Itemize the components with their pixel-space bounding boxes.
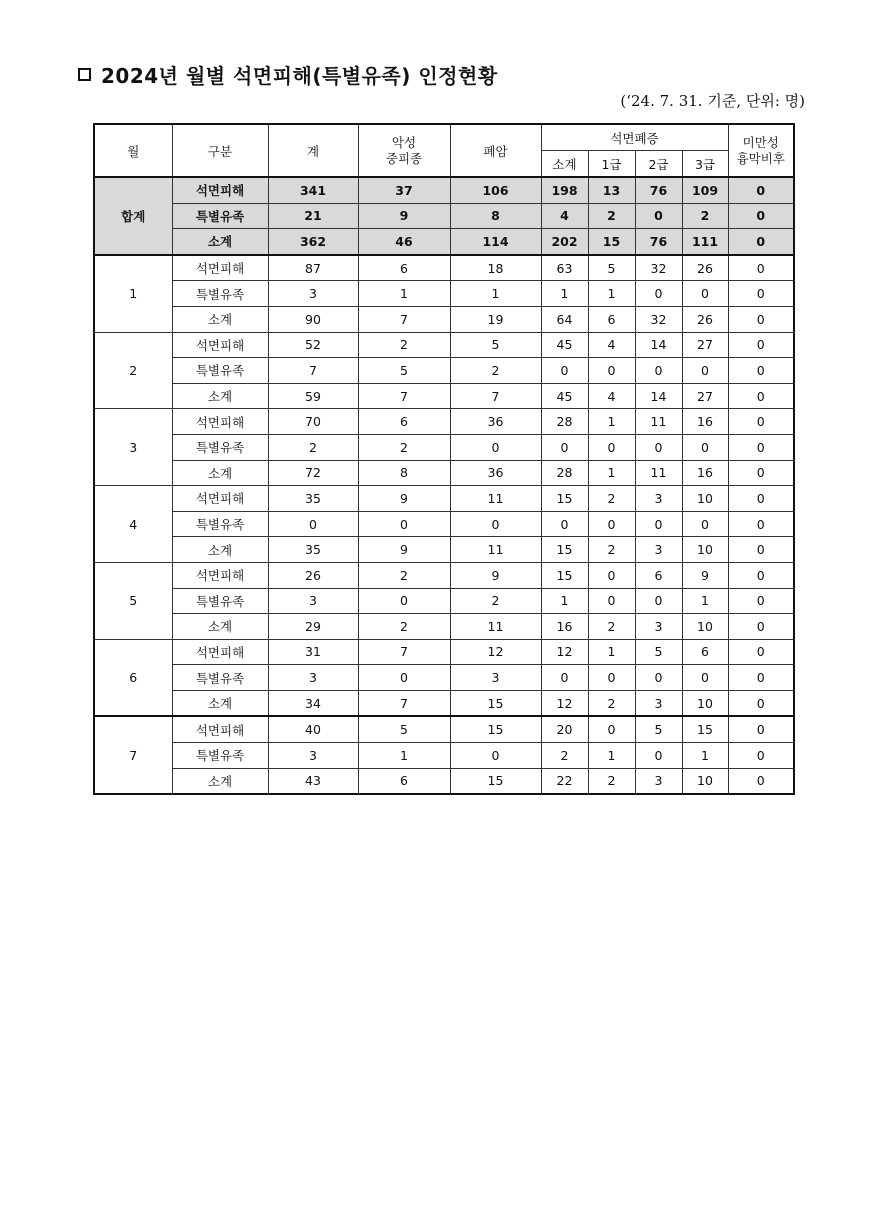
value-cell-g2: 3 — [635, 768, 682, 794]
table-row — [94, 768, 794, 794]
value-cell-sub: 0 — [541, 511, 588, 537]
value-cell-sub: 1 — [541, 281, 588, 307]
value-cell-g2: 0 — [635, 743, 682, 769]
value-cell-total: 7 — [268, 358, 358, 384]
value-cell-g3: 27 — [682, 332, 728, 358]
value-cell-meso: 9 — [358, 203, 450, 229]
category-cell: 석면피해 — [172, 562, 268, 588]
value-cell-g2: 5 — [635, 639, 682, 665]
category-cell: 석면피해 — [172, 177, 268, 203]
value-cell-g3: 6 — [682, 639, 728, 665]
value-cell-lung: 8 — [450, 203, 541, 229]
value-cell-g3: 0 — [682, 281, 728, 307]
month-cell: 1 — [94, 255, 172, 332]
value-cell-sub: 28 — [541, 409, 588, 435]
value-cell-g3: 0 — [682, 434, 728, 460]
value-cell-g2: 5 — [635, 716, 682, 742]
category-cell: 소계 — [172, 537, 268, 563]
value-cell-g1: 2 — [588, 768, 635, 794]
value-cell-sub: 45 — [541, 332, 588, 358]
value-cell-meso: 5 — [358, 716, 450, 742]
table-row — [94, 486, 794, 512]
header-pleural-line1: 미만성 — [742, 134, 779, 150]
category-cell: 특별유족 — [172, 665, 268, 691]
table-row — [94, 665, 794, 691]
table-row — [94, 306, 794, 332]
value-cell-total: 87 — [268, 255, 358, 281]
value-cell-g1: 5 — [588, 255, 635, 281]
value-cell-total: 59 — [268, 383, 358, 409]
value-cell-g2: 0 — [635, 434, 682, 460]
header-grade3: 3급 — [682, 151, 728, 178]
value-cell-pl: 0 — [728, 690, 794, 716]
value-cell-total: 26 — [268, 562, 358, 588]
value-cell-meso: 0 — [358, 588, 450, 614]
value-cell-g2: 0 — [635, 665, 682, 691]
category-cell: 특별유족 — [172, 434, 268, 460]
value-cell-sub: 28 — [541, 460, 588, 486]
table-row — [94, 409, 794, 435]
value-cell-pl: 0 — [728, 229, 794, 255]
category-cell: 석면피해 — [172, 486, 268, 512]
month-cell: 합계 — [94, 177, 172, 255]
value-cell-g1: 13 — [588, 177, 635, 203]
value-cell-g2: 3 — [635, 690, 682, 716]
header-mesothelioma-line1: 악성 — [391, 134, 417, 150]
header-pleural-thickening — [728, 124, 794, 177]
value-cell-meso: 6 — [358, 255, 450, 281]
table-row — [94, 255, 794, 281]
value-cell-pl: 0 — [728, 716, 794, 742]
value-cell-g2: 32 — [635, 255, 682, 281]
header-mesothelioma — [358, 124, 450, 177]
value-cell-g1: 2 — [588, 690, 635, 716]
value-cell-lung: 0 — [450, 511, 541, 537]
value-cell-g1: 2 — [588, 614, 635, 640]
category-cell: 특별유족 — [172, 588, 268, 614]
table-row — [94, 332, 794, 358]
value-cell-meso: 5 — [358, 358, 450, 384]
value-cell-total: 3 — [268, 665, 358, 691]
reference-note: (‘24. 7. 31. 기준, 단위: 명) — [620, 92, 805, 110]
value-cell-total: 35 — [268, 537, 358, 563]
value-cell-lung: 5 — [450, 332, 541, 358]
category-cell: 석면피해 — [172, 639, 268, 665]
value-cell-g2: 11 — [635, 460, 682, 486]
value-cell-lung: 36 — [450, 460, 541, 486]
value-cell-pl: 0 — [728, 537, 794, 563]
value-cell-meso: 9 — [358, 486, 450, 512]
category-cell: 특별유족 — [172, 358, 268, 384]
recognition-table — [93, 123, 795, 795]
value-cell-total: 40 — [268, 716, 358, 742]
category-cell: 소계 — [172, 690, 268, 716]
value-cell-sub: 15 — [541, 486, 588, 512]
month-cell: 5 — [94, 562, 172, 639]
value-cell-g3: 10 — [682, 486, 728, 512]
value-cell-pl: 0 — [728, 511, 794, 537]
value-cell-g2: 3 — [635, 537, 682, 563]
value-cell-total: 72 — [268, 460, 358, 486]
value-cell-pl: 0 — [728, 409, 794, 435]
value-cell-g1: 1 — [588, 409, 635, 435]
value-cell-sub: 0 — [541, 358, 588, 384]
table-row — [94, 460, 794, 486]
table-row — [94, 614, 794, 640]
value-cell-g2: 3 — [635, 614, 682, 640]
header-category: 구분 — [172, 124, 268, 177]
category-cell: 석면피해 — [172, 409, 268, 435]
value-cell-sub: 22 — [541, 768, 588, 794]
page-title — [78, 60, 498, 89]
value-cell-total: 34 — [268, 690, 358, 716]
value-cell-g3: 10 — [682, 537, 728, 563]
value-cell-g3: 16 — [682, 409, 728, 435]
value-cell-meso: 7 — [358, 383, 450, 409]
value-cell-g1: 2 — [588, 486, 635, 512]
value-cell-lung: 12 — [450, 639, 541, 665]
category-cell: 석면피해 — [172, 332, 268, 358]
value-cell-g3: 0 — [682, 511, 728, 537]
value-cell-sub: 64 — [541, 306, 588, 332]
value-cell-lung: 11 — [450, 537, 541, 563]
value-cell-g3: 111 — [682, 229, 728, 255]
header-grade1: 1급 — [588, 151, 635, 178]
category-cell: 소계 — [172, 229, 268, 255]
table-row — [94, 537, 794, 563]
value-cell-g1: 2 — [588, 203, 635, 229]
month-cell: 4 — [94, 486, 172, 563]
value-cell-g1: 1 — [588, 639, 635, 665]
value-cell-sub: 2 — [541, 743, 588, 769]
value-cell-g1: 0 — [588, 588, 635, 614]
category-cell: 소계 — [172, 383, 268, 409]
category-cell: 특별유족 — [172, 743, 268, 769]
value-cell-g1: 6 — [588, 306, 635, 332]
value-cell-total: 90 — [268, 306, 358, 332]
value-cell-pl: 0 — [728, 743, 794, 769]
value-cell-g2: 76 — [635, 229, 682, 255]
value-cell-g3: 26 — [682, 306, 728, 332]
value-cell-g1: 0 — [588, 562, 635, 588]
value-cell-pl: 0 — [728, 383, 794, 409]
header-total: 계 — [268, 124, 358, 177]
value-cell-meso: 8 — [358, 460, 450, 486]
value-cell-g2: 0 — [635, 511, 682, 537]
value-cell-pl: 0 — [728, 588, 794, 614]
value-cell-g3: 10 — [682, 690, 728, 716]
value-cell-g1: 4 — [588, 332, 635, 358]
category-cell: 특별유족 — [172, 511, 268, 537]
value-cell-sub: 16 — [541, 614, 588, 640]
category-cell: 특별유족 — [172, 203, 268, 229]
value-cell-pl: 0 — [728, 460, 794, 486]
value-cell-sub: 202 — [541, 229, 588, 255]
header-pleural-line2: 흉막비후 — [736, 150, 785, 166]
value-cell-g3: 15 — [682, 716, 728, 742]
checkbox-square-icon — [78, 68, 91, 81]
month-cell: 7 — [94, 716, 172, 794]
value-cell-meso: 7 — [358, 306, 450, 332]
value-cell-g2: 14 — [635, 383, 682, 409]
value-cell-pl: 0 — [728, 614, 794, 640]
value-cell-meso: 37 — [358, 177, 450, 203]
table-row — [94, 639, 794, 665]
value-cell-sub: 0 — [541, 665, 588, 691]
value-cell-total: 0 — [268, 511, 358, 537]
value-cell-g3: 0 — [682, 665, 728, 691]
category-cell: 소계 — [172, 306, 268, 332]
table-row — [94, 177, 794, 203]
value-cell-g2: 0 — [635, 281, 682, 307]
value-cell-g1: 0 — [588, 511, 635, 537]
value-cell-g3: 2 — [682, 203, 728, 229]
value-cell-lung: 106 — [450, 177, 541, 203]
value-cell-pl: 0 — [728, 665, 794, 691]
value-cell-g2: 6 — [635, 562, 682, 588]
month-cell: 6 — [94, 639, 172, 716]
value-cell-pl: 0 — [728, 562, 794, 588]
month-cell: 3 — [94, 409, 172, 486]
value-cell-total: 21 — [268, 203, 358, 229]
value-cell-sub: 63 — [541, 255, 588, 281]
value-cell-lung: 15 — [450, 716, 541, 742]
value-cell-meso: 6 — [358, 409, 450, 435]
value-cell-lung: 2 — [450, 588, 541, 614]
value-cell-g1: 1 — [588, 743, 635, 769]
category-cell: 특별유족 — [172, 281, 268, 307]
value-cell-g3: 9 — [682, 562, 728, 588]
value-cell-total: 2 — [268, 434, 358, 460]
category-cell: 석면피해 — [172, 716, 268, 742]
value-cell-g3: 1 — [682, 588, 728, 614]
value-cell-lung: 15 — [450, 690, 541, 716]
value-cell-meso: 6 — [358, 768, 450, 794]
title-text: 2024년 월별 석면피해(특별유족) 인정현황 — [101, 64, 498, 88]
value-cell-total: 31 — [268, 639, 358, 665]
value-cell-g2: 14 — [635, 332, 682, 358]
category-cell: 석면피해 — [172, 255, 268, 281]
value-cell-lung: 19 — [450, 306, 541, 332]
value-cell-sub: 198 — [541, 177, 588, 203]
value-cell-g1: 1 — [588, 460, 635, 486]
value-cell-pl: 0 — [728, 332, 794, 358]
value-cell-pl: 0 — [728, 768, 794, 794]
table-row — [94, 690, 794, 716]
value-cell-lung: 9 — [450, 562, 541, 588]
value-cell-lung: 0 — [450, 434, 541, 460]
value-cell-g2: 0 — [635, 588, 682, 614]
value-cell-sub: 12 — [541, 690, 588, 716]
value-cell-sub: 15 — [541, 562, 588, 588]
value-cell-pl: 0 — [728, 639, 794, 665]
value-cell-meso: 0 — [358, 511, 450, 537]
value-cell-g2: 3 — [635, 486, 682, 512]
value-cell-lung: 3 — [450, 665, 541, 691]
value-cell-total: 29 — [268, 614, 358, 640]
value-cell-meso: 9 — [358, 537, 450, 563]
header-month: 월 — [94, 124, 172, 177]
value-cell-total: 52 — [268, 332, 358, 358]
value-cell-meso: 2 — [358, 562, 450, 588]
table-row — [94, 281, 794, 307]
value-cell-lung: 11 — [450, 614, 541, 640]
value-cell-meso: 1 — [358, 281, 450, 307]
value-cell-total: 70 — [268, 409, 358, 435]
value-cell-g3: 1 — [682, 743, 728, 769]
month-cell: 2 — [94, 332, 172, 409]
value-cell-lung: 11 — [450, 486, 541, 512]
value-cell-g3: 109 — [682, 177, 728, 203]
value-cell-pl: 0 — [728, 281, 794, 307]
value-cell-lung: 2 — [450, 358, 541, 384]
category-cell: 소계 — [172, 768, 268, 794]
value-cell-sub: 45 — [541, 383, 588, 409]
value-cell-g3: 0 — [682, 358, 728, 384]
value-cell-g1: 0 — [588, 434, 635, 460]
value-cell-g2: 11 — [635, 409, 682, 435]
value-cell-lung: 18 — [450, 255, 541, 281]
value-cell-g1: 0 — [588, 716, 635, 742]
value-cell-lung: 7 — [450, 383, 541, 409]
value-cell-total: 43 — [268, 768, 358, 794]
value-cell-total: 3 — [268, 281, 358, 307]
header-asbestosis: 석면폐증 — [541, 124, 728, 151]
header-lung-cancer: 폐암 — [450, 124, 541, 177]
value-cell-g1: 4 — [588, 383, 635, 409]
header-asbestosis-subtotal: 소계 — [541, 151, 588, 178]
table-row — [94, 743, 794, 769]
table-row — [94, 511, 794, 537]
value-cell-g1: 2 — [588, 537, 635, 563]
table-row — [94, 716, 794, 742]
value-cell-g3: 10 — [682, 614, 728, 640]
value-cell-lung: 0 — [450, 743, 541, 769]
value-cell-sub: 12 — [541, 639, 588, 665]
header-mesothelioma-line2: 중피종 — [385, 150, 423, 166]
value-cell-total: 3 — [268, 588, 358, 614]
value-cell-g1: 15 — [588, 229, 635, 255]
value-cell-pl: 0 — [728, 486, 794, 512]
table-row — [94, 588, 794, 614]
value-cell-sub: 1 — [541, 588, 588, 614]
value-cell-meso: 46 — [358, 229, 450, 255]
value-cell-sub: 15 — [541, 537, 588, 563]
value-cell-g1: 1 — [588, 281, 635, 307]
category-cell: 소계 — [172, 460, 268, 486]
value-cell-total: 362 — [268, 229, 358, 255]
value-cell-meso: 7 — [358, 690, 450, 716]
value-cell-sub: 4 — [541, 203, 588, 229]
value-cell-pl: 0 — [728, 177, 794, 203]
table-row — [94, 229, 794, 255]
value-cell-g2: 0 — [635, 358, 682, 384]
value-cell-meso: 7 — [358, 639, 450, 665]
value-cell-pl: 0 — [728, 434, 794, 460]
value-cell-g2: 0 — [635, 203, 682, 229]
value-cell-total: 3 — [268, 743, 358, 769]
header-grade2: 2급 — [635, 151, 682, 178]
value-cell-pl: 0 — [728, 255, 794, 281]
value-cell-lung: 36 — [450, 409, 541, 435]
table-row — [94, 562, 794, 588]
value-cell-g3: 16 — [682, 460, 728, 486]
value-cell-g3: 26 — [682, 255, 728, 281]
value-cell-meso: 2 — [358, 614, 450, 640]
value-cell-pl: 0 — [728, 358, 794, 384]
table-row — [94, 434, 794, 460]
value-cell-meso: 2 — [358, 332, 450, 358]
value-cell-g1: 0 — [588, 358, 635, 384]
table-row — [94, 203, 794, 229]
value-cell-pl: 0 — [728, 203, 794, 229]
category-cell: 소계 — [172, 614, 268, 640]
value-cell-lung: 1 — [450, 281, 541, 307]
value-cell-meso: 1 — [358, 743, 450, 769]
value-cell-lung: 114 — [450, 229, 541, 255]
table-row — [94, 358, 794, 384]
value-cell-sub: 20 — [541, 716, 588, 742]
value-cell-meso: 2 — [358, 434, 450, 460]
value-cell-total: 341 — [268, 177, 358, 203]
value-cell-g2: 76 — [635, 177, 682, 203]
value-cell-g3: 10 — [682, 768, 728, 794]
value-cell-lung: 15 — [450, 768, 541, 794]
value-cell-sub: 0 — [541, 434, 588, 460]
value-cell-g2: 32 — [635, 306, 682, 332]
value-cell-total: 35 — [268, 486, 358, 512]
value-cell-meso: 0 — [358, 665, 450, 691]
value-cell-g3: 27 — [682, 383, 728, 409]
value-cell-pl: 0 — [728, 306, 794, 332]
value-cell-g1: 0 — [588, 665, 635, 691]
table-row — [94, 383, 794, 409]
